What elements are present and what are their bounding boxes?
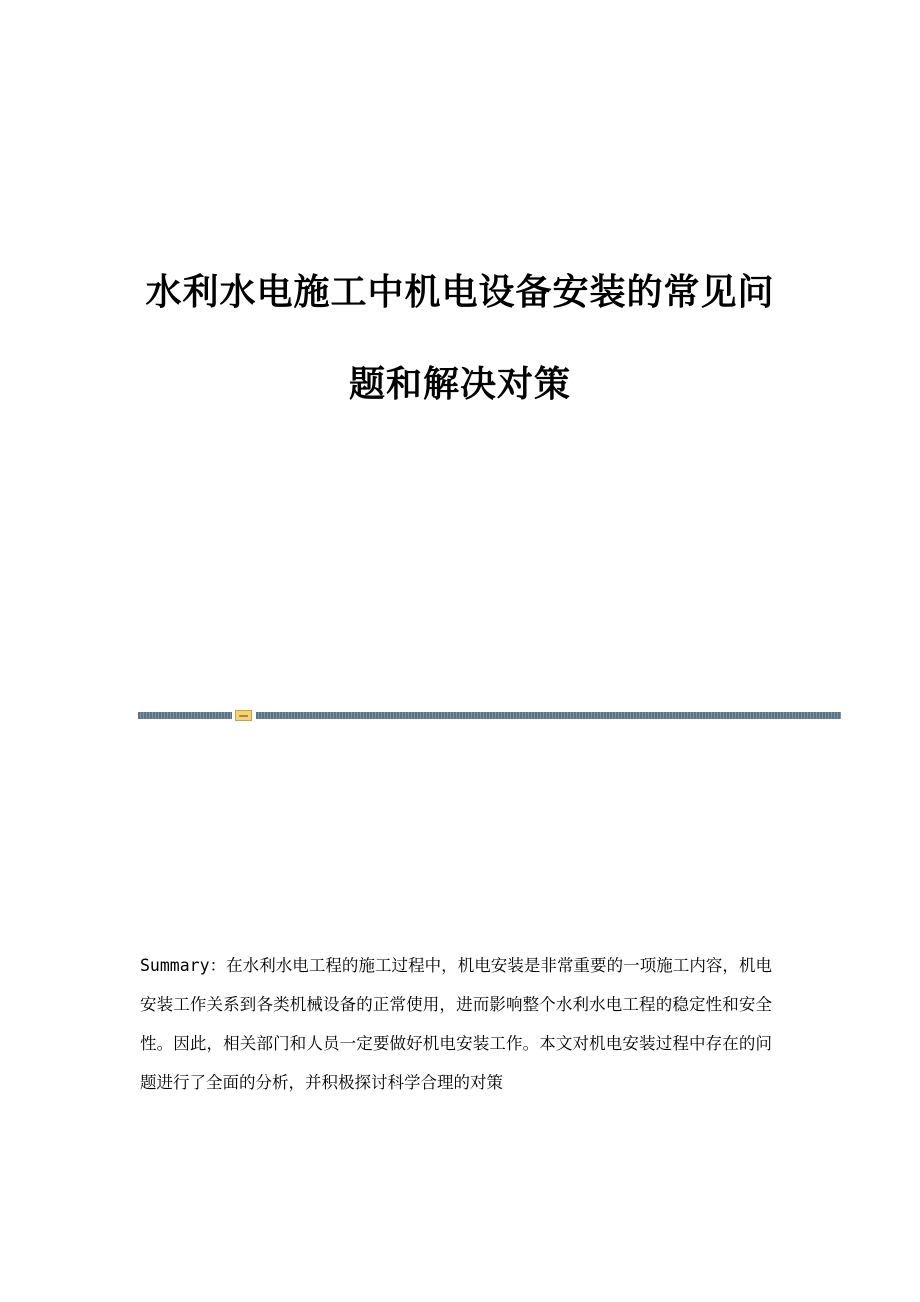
decorative-divider xyxy=(138,710,841,720)
document-title-line-2: 题和解决对策 xyxy=(348,363,571,405)
divider-bar-right xyxy=(256,712,841,719)
divider-ornament-icon xyxy=(235,710,252,721)
document-title-line-1: 水利水电施工中机电设备安装的常见问 xyxy=(145,271,775,313)
summary-paragraph: Summary：在水利水电工程的施工过程中，机电安装是非常重要的一项施工内容，机电安装工作关系到各类机械设备的正常使用，进而影响整个水利水电工程的稳定性和安全性。因此，相关部门和人员一定要做好机电安装工作。本文对机电安装过程中存在的问题进行了全面的分析，并积极探讨科学合理的对策 xyxy=(140,956,772,1092)
divider-bar-left xyxy=(138,712,232,719)
